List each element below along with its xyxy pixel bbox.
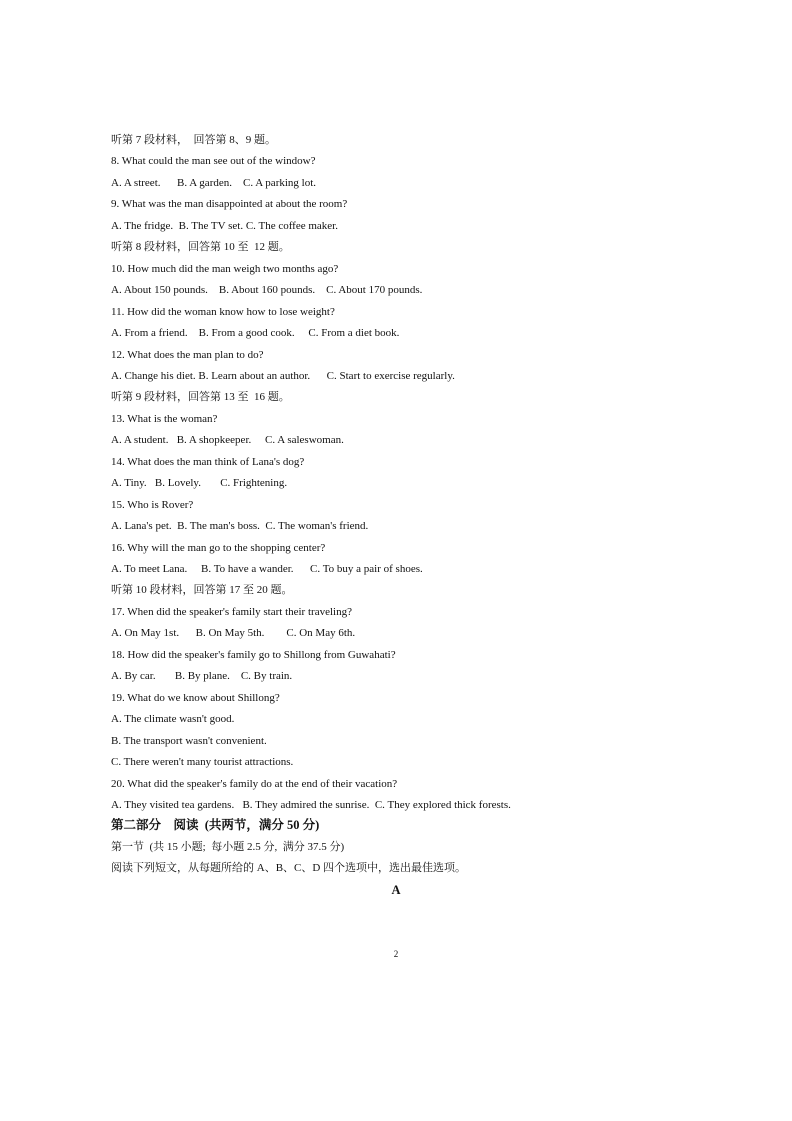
page-number: 2	[393, 949, 399, 959]
text-line: 17. When did the speaker's family start their traveling?	[111, 605, 352, 618]
text-line: 14. What does the man think of Lana's dog?	[111, 455, 305, 468]
text-line: A. On May 1st. B. On May 5th. C. On May 6th.	[111, 627, 356, 640]
section-title: 第二部分 阅读 (共两节，满分 50 分)	[111, 818, 320, 832]
text-line: A. They visited tea gardens. B. They admired the sunrise. C. They explored thick forests.	[111, 798, 511, 811]
text-line: 15. Who is Rover?	[111, 498, 194, 511]
text-line: 19. What do we know about Shillong?	[111, 691, 280, 704]
text-line: A. A student. B. A shopkeeper. C. A saleswoman.	[111, 434, 344, 447]
text-line: 18. How did the speaker's family go to Shillong from Guwahati?	[111, 648, 396, 661]
section-instruction-line: 阅读下列短文，从每题所给的 A、B、C、D 四个选项中，选出最佳选项。	[111, 862, 467, 874]
text-line: A. Lana's pet. B. The man's boss. C. The woman's friend.	[111, 520, 369, 533]
text-line: 11. How did the woman know how to lose weight?	[111, 305, 335, 318]
text-line: 听第 8 段材料，回答第 10 至 12 题。	[111, 241, 290, 254]
text-line: 听第 10 段材料，回答第 17 至 20 题。	[111, 584, 293, 597]
text-line: 12. What does the man plan to do?	[111, 348, 264, 361]
text-line: A. Tiny. B. Lovely. C. Frightening.	[111, 477, 288, 490]
text-line: 9. What was the man disappointed at about the room?	[111, 198, 348, 211]
text-line: 10. How much did the man weigh two months ago?	[111, 262, 339, 275]
text-line: A. About 150 pounds. B. About 160 pounds. C. About 170 pounds.	[111, 284, 423, 297]
text-line: A. By car. B. By plane. C. By train.	[111, 670, 293, 683]
section-instruction-line: 第一节 (共 15 小题; 每小题 2.5 分, 满分 37.5 分)	[111, 841, 345, 853]
text-line: 听第 9 段材料，回答第 13 至 16 题。	[111, 391, 290, 404]
text-line: A. The climate wasn't good.	[111, 713, 235, 726]
text-line: B. The transport wasn't convenient.	[111, 734, 267, 747]
passage-heading: A	[391, 883, 401, 897]
text-line: A. From a friend. B. From a good cook. C. From a diet book.	[111, 327, 400, 340]
text-line: 20. What did the speaker's family do at the end of their vacation?	[111, 777, 398, 790]
text-line: 8. What could the man see out of the window?	[111, 155, 316, 168]
text-line: C. There weren't many tourist attractions.	[111, 756, 294, 769]
text-line: A. The fridge. B. The TV set. C. The coffee maker.	[111, 219, 338, 232]
text-line: A. To meet Lana. B. To have a wander. C. To buy a pair of shoes.	[111, 563, 423, 575]
text-line: 16. Why will the man go to the shopping center?	[111, 541, 326, 554]
text-line: 听第 7 段材料， 回答第 8、9 题。	[111, 134, 276, 146]
text-line: A. A street. B. A garden. C. A parking lot.	[111, 176, 317, 189]
text-line: 13. What is the woman?	[111, 412, 218, 425]
text-line: A. Change his diet. B. Learn about an author. C. Start to exercise regularly.	[111, 369, 455, 382]
